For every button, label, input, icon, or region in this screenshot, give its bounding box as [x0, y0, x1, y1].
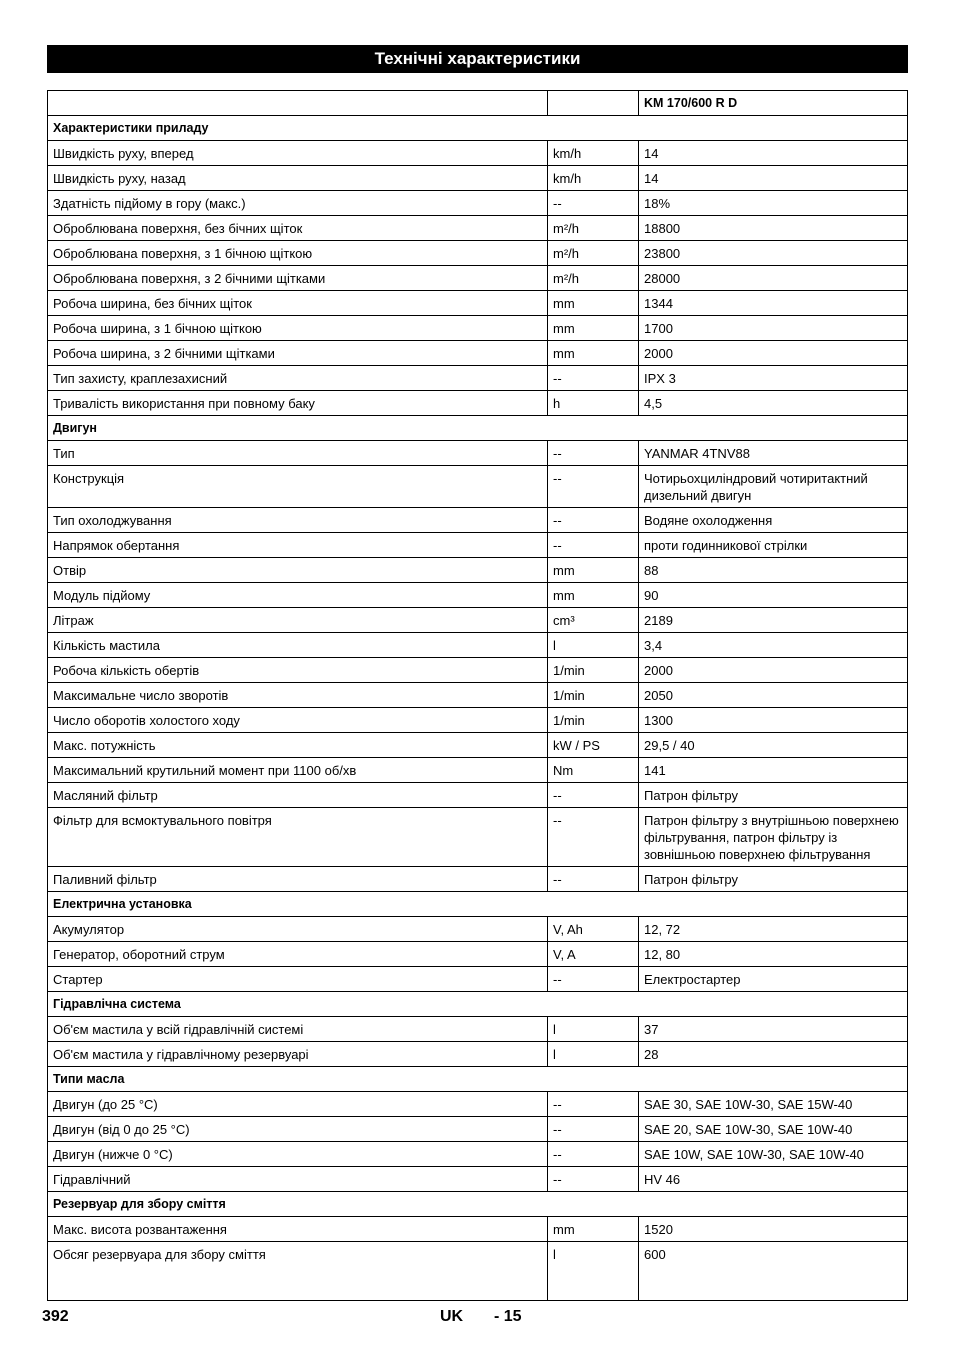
spec-label: Паливний фільтр: [48, 867, 548, 892]
table-row: [48, 166, 908, 191]
spec-label: Стартер: [48, 967, 548, 992]
spec-value: 12, 80: [639, 942, 908, 967]
spec-label: Оброблювана поверхня, з 2 бічними щітками: [48, 266, 548, 291]
spec-value: HV 46: [639, 1167, 908, 1192]
section-row: [48, 992, 908, 1017]
spec-unit: l: [548, 633, 639, 658]
spec-unit: 1/min: [548, 658, 639, 683]
spec-value: SAE 30, SAE 10W-30, SAE 15W-40: [639, 1092, 908, 1117]
spec-value: 1520: [639, 1217, 908, 1242]
spec-value: 141: [639, 758, 908, 783]
spec-label: Швидкість руху, назад: [48, 166, 548, 191]
spec-label: Оброблювана поверхня, з 1 бічною щіткою: [48, 241, 548, 266]
spec-label: Об'єм мастила у всій гідравлічній системі: [48, 1017, 548, 1042]
spec-value: 1300: [639, 708, 908, 733]
spec-value: 3,4: [639, 633, 908, 658]
section-row: [48, 1192, 908, 1217]
spec-value: SAE 10W, SAE 10W-30, SAE 10W-40: [639, 1142, 908, 1167]
table-row: [48, 733, 908, 758]
spec-unit: kW / PS: [548, 733, 639, 758]
spec-label: Робоча кількість обертів: [48, 658, 548, 683]
table-row: [48, 1017, 908, 1042]
table-row: [48, 1242, 908, 1301]
spec-value: Водяне охолодження: [639, 508, 908, 533]
spec-label: Робоча ширина, без бічних щіток: [48, 291, 548, 316]
spec-unit: m²/h: [548, 216, 639, 241]
spec-unit: --: [548, 1167, 639, 1192]
spec-label: Макс. висота розвантаження: [48, 1217, 548, 1242]
spec-unit: mm: [548, 1217, 639, 1242]
spec-unit: km/h: [548, 141, 639, 166]
table-row: [48, 867, 908, 892]
table-row: [48, 466, 908, 508]
table-row: [48, 533, 908, 558]
table-row: [48, 917, 908, 942]
spec-label: Макс. потужність: [48, 733, 548, 758]
spec-value: 2000: [639, 658, 908, 683]
spec-label: Об'єм мастила у гідравлічному резервуарі: [48, 1042, 548, 1067]
spec-unit: m²/h: [548, 241, 639, 266]
table-row: [48, 942, 908, 967]
page-number: 392: [42, 1308, 69, 1325]
spec-label: Оброблювана поверхня, без бічних щіток: [48, 216, 548, 241]
table-row: [48, 1167, 908, 1192]
spec-label: Фільтр для всмоктувального повітря: [48, 808, 548, 867]
spec-value: 88: [639, 558, 908, 583]
spec-label: Генератор, оборотний струм: [48, 942, 548, 967]
spec-value: Патрон фільтру: [639, 783, 908, 808]
section-heading: Гідравлічна система: [48, 992, 908, 1017]
table-header-row: [48, 91, 908, 116]
spec-value: 1344: [639, 291, 908, 316]
table-row: [48, 216, 908, 241]
spec-label: Гідравлічний: [48, 1167, 548, 1192]
spec-unit: V, Ah: [548, 917, 639, 942]
table-row: [48, 758, 908, 783]
spec-unit: mm: [548, 316, 639, 341]
table-row: [48, 683, 908, 708]
table-row: [48, 441, 908, 466]
spec-unit: --: [548, 441, 639, 466]
table-row: [48, 658, 908, 683]
language-code: UK: [440, 1308, 464, 1325]
spec-value: 14: [639, 141, 908, 166]
spec-value: 29,5 / 40: [639, 733, 908, 758]
spec-unit: --: [548, 967, 639, 992]
spec-label: Модуль підйому: [48, 583, 548, 608]
spec-unit: --: [548, 867, 639, 892]
section-heading: Характеристики приладу: [48, 116, 908, 141]
spec-unit: --: [548, 783, 639, 808]
spec-label: Напрямок обертання: [48, 533, 548, 558]
spec-unit: V, A: [548, 942, 639, 967]
table-row: [48, 341, 908, 366]
table-row: [48, 508, 908, 533]
spec-value: 2000: [639, 341, 908, 366]
spec-label: Тривалість використання при повному баку: [48, 391, 548, 416]
spec-value: 600: [639, 1242, 908, 1301]
spec-label: Тип: [48, 441, 548, 466]
spec-value: Патрон фільтру з внутрішньою поверхнею фільтрування, патрон фільтру із зовнішньою поверхнею фільтрування: [639, 808, 908, 867]
spec-unit: mm: [548, 583, 639, 608]
spec-label: Акумулятор: [48, 917, 548, 942]
section-page: - 15: [494, 1308, 522, 1325]
spec-unit: Nm: [548, 758, 639, 783]
spec-unit: --: [548, 191, 639, 216]
table-row: [48, 1217, 908, 1242]
section-heading: Резервуар для збору сміття: [48, 1192, 908, 1217]
specs-table: [47, 90, 908, 1301]
table-row: [48, 141, 908, 166]
table-row: [48, 608, 908, 633]
spec-label: Тип захисту, краплезахисний: [48, 366, 548, 391]
spec-value: Електростартер: [639, 967, 908, 992]
table-row: [48, 266, 908, 291]
spec-value: 37: [639, 1017, 908, 1042]
spec-label: Конструкція: [48, 466, 548, 508]
spec-unit: mm: [548, 341, 639, 366]
table-row: [48, 191, 908, 216]
table-row: [48, 783, 908, 808]
spec-label: Обсяг резервуара для збору сміття: [48, 1242, 548, 1301]
table-row: [48, 366, 908, 391]
spec-label: Здатність підйому в гору (макс.): [48, 191, 548, 216]
section-heading: Електрична установка: [48, 892, 908, 917]
spec-unit: l: [548, 1017, 639, 1042]
spec-value: 4,5: [639, 391, 908, 416]
table-row: [48, 241, 908, 266]
spec-label: Робоча ширина, з 2 бічними щітками: [48, 341, 548, 366]
spec-value: 23800: [639, 241, 908, 266]
spec-unit: 1/min: [548, 683, 639, 708]
table-row: [48, 967, 908, 992]
model-header: KM 170/600 R D: [639, 91, 908, 116]
spec-value: 18%: [639, 191, 908, 216]
spec-unit: --: [548, 366, 639, 391]
spec-unit: --: [548, 1142, 639, 1167]
table-row: [48, 633, 908, 658]
spec-unit: 1/min: [548, 708, 639, 733]
spec-label: Отвір: [48, 558, 548, 583]
spec-value: 2050: [639, 683, 908, 708]
spec-unit: --: [548, 533, 639, 558]
spec-label: Максимальне число зворотів: [48, 683, 548, 708]
spec-label: Двигун (від 0 до 25 °C): [48, 1117, 548, 1142]
spec-value: 2189: [639, 608, 908, 633]
page-title: Технічні характеристики: [47, 45, 908, 73]
table-row: [48, 1142, 908, 1167]
spec-value: YANMAR 4TNV88: [639, 441, 908, 466]
spec-value: 1700: [639, 316, 908, 341]
spec-unit: km/h: [548, 166, 639, 191]
table-row: [48, 316, 908, 341]
table-row: [48, 1042, 908, 1067]
table-row: [48, 391, 908, 416]
table-row: [48, 808, 908, 867]
spec-unit: --: [548, 1092, 639, 1117]
spec-unit: --: [548, 466, 639, 508]
spec-unit: cm³: [548, 608, 639, 633]
spec-unit: mm: [548, 558, 639, 583]
section-row: [48, 416, 908, 441]
spec-label: Двигун (нижче 0 °C): [48, 1142, 548, 1167]
spec-unit: l: [548, 1242, 639, 1301]
spec-label: Кількість мастила: [48, 633, 548, 658]
spec-value: Патрон фільтру: [639, 867, 908, 892]
spec-unit: --: [548, 508, 639, 533]
section-row: [48, 116, 908, 141]
spec-label: Двигун (до 25 °C): [48, 1092, 548, 1117]
section-heading: Двигун: [48, 416, 908, 441]
section-heading: Типи масла: [48, 1067, 908, 1092]
section-row: [48, 892, 908, 917]
spec-unit: --: [548, 808, 639, 867]
table-row: [48, 1117, 908, 1142]
spec-label: Тип охолоджування: [48, 508, 548, 533]
spec-value: 18800: [639, 216, 908, 241]
spec-value: 14: [639, 166, 908, 191]
spec-value: проти годинникової стрілки: [639, 533, 908, 558]
spec-label: Робоча ширина, з 1 бічною щіткою: [48, 316, 548, 341]
spec-unit: m²/h: [548, 266, 639, 291]
spec-value: SAE 20, SAE 10W-30, SAE 10W-40: [639, 1117, 908, 1142]
table-row: [48, 291, 908, 316]
spec-label: Масляний фільтр: [48, 783, 548, 808]
spec-unit: l: [548, 1042, 639, 1067]
spec-value: 90: [639, 583, 908, 608]
spec-value: 28: [639, 1042, 908, 1067]
spec-unit: h: [548, 391, 639, 416]
spec-value: IPX 3: [639, 366, 908, 391]
spec-label: Швидкість руху, вперед: [48, 141, 548, 166]
section-row: [48, 1067, 908, 1092]
table-row: [48, 708, 908, 733]
table-row: [48, 1092, 908, 1117]
spec-label: Максимальний крутильний момент при 1100 об/хв: [48, 758, 548, 783]
spec-label: Літраж: [48, 608, 548, 633]
spec-label: Число оборотів холостого ходу: [48, 708, 548, 733]
spec-unit: --: [548, 1117, 639, 1142]
spec-value: 12, 72: [639, 917, 908, 942]
spec-unit: mm: [548, 291, 639, 316]
table-row: [48, 583, 908, 608]
spec-value: Чотирьохциліндровий чотиритактний дизельний двигун: [639, 466, 908, 508]
spec-value: 28000: [639, 266, 908, 291]
table-row: [48, 558, 908, 583]
